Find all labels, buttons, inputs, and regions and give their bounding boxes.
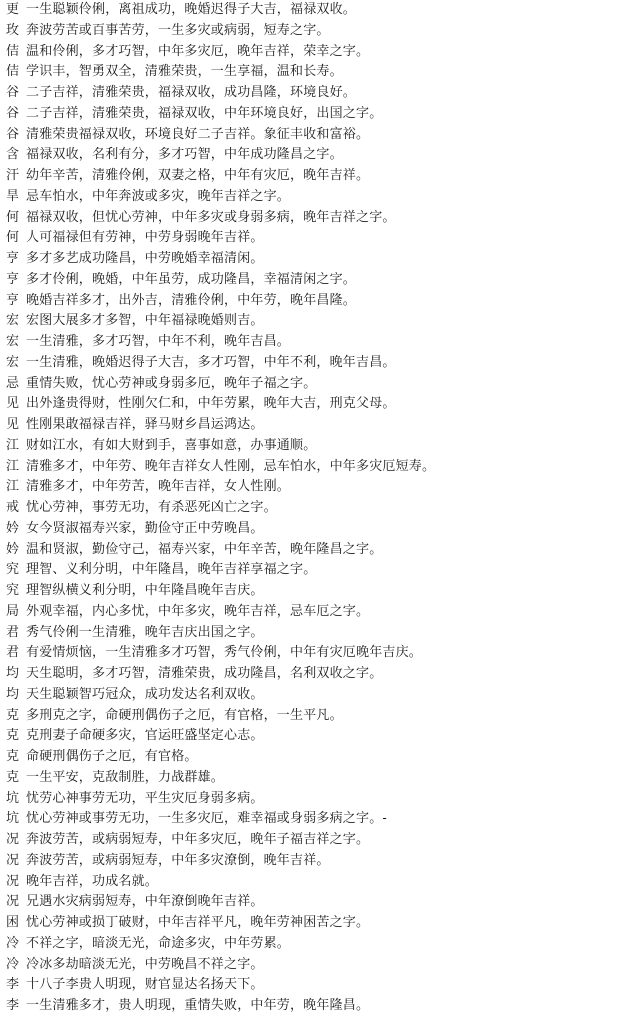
entry-description: 性刚果敢福禄吉祥，驿马财乡昌运鸿达。 <box>26 417 264 432</box>
entry-description: 有爱情烦恼，一生清雅多才巧智，秀气伶俐，中年有灾厄晚年吉庆。 <box>26 645 423 661</box>
entry-row <box>6 249 620 270</box>
entry-description: 清雅荣贵福禄双收，环境良好二子吉祥。象征丰收和富裕。 <box>26 126 370 142</box>
entry-character: 李 <box>6 998 20 1013</box>
entry-row <box>6 955 620 976</box>
entry-row <box>6 934 620 955</box>
entry-row <box>6 768 620 789</box>
entry-character: 究 <box>6 583 20 598</box>
entry-description: 二子吉祥，清雅荣贵，福禄双收，成功昌隆，环境良好。 <box>26 85 357 100</box>
entry-row <box>6 228 620 249</box>
entry-row <box>6 436 620 457</box>
entry-character: 况 <box>6 832 20 847</box>
entry-character: 君 <box>6 624 20 640</box>
entry-character: 见 <box>6 417 20 432</box>
entry-description: 出外逢贵得财，性刚欠仁和，中年劳累，晚年大吉，刑克父母。 <box>26 396 396 412</box>
entry-character: 何 <box>6 209 20 225</box>
entry-description: 一生平安，克敌制胜，力战群雄。 <box>26 769 225 785</box>
entry-row <box>6 809 620 830</box>
entry-character: 坑 <box>6 811 20 827</box>
entry-row <box>6 208 620 229</box>
entry-character: 谷 <box>6 105 20 121</box>
entry-row <box>6 104 620 125</box>
entry-description: 清雅多才，中年劳、晚年吉祥女人性刚，忌车怕水，中年多灾厄短寿。 <box>26 458 436 474</box>
entry-character: 佶 <box>6 43 20 59</box>
entry-row <box>6 726 620 747</box>
entry-row <box>6 872 620 893</box>
entry-description: 奔波劳苦，或病弱短寿，中年多灾潦倒，晚年吉祥。 <box>26 852 330 868</box>
entry-description: 兄遇水灾病弱短寿，中年潦倒晚年吉祥。 <box>26 894 264 910</box>
entry-character: 江 <box>6 479 20 495</box>
entry-description: 财如江水，有如大财到手，喜事如意，办事通顺。 <box>26 437 317 453</box>
entry-description: 一生清雅多才，贵人明现，重情失败，中年劳，晚年隆昌。 <box>26 998 370 1013</box>
entry-description: 学识丰，智勇双全，清雅荣贵，一生享福，温和长寿。 <box>26 64 343 80</box>
entry-row <box>6 270 620 291</box>
entry-row <box>6 498 620 519</box>
entry-character: 坑 <box>6 790 20 806</box>
entry-character: 旱 <box>6 188 20 204</box>
entry-character: 何 <box>6 230 20 246</box>
entry-description: 命硬刑偶伤子之厄，有官格。 <box>26 749 198 764</box>
entry-description: 清雅多才，中年劳苦，晚年吉祥，女人性刚。 <box>26 479 291 495</box>
entry-row <box>6 125 620 146</box>
entry-character: 冷 <box>6 935 20 951</box>
entry-description: 福禄双收，但忧心劳神，中年多灾或身弱多病，晚年吉祥之字。 <box>26 209 396 225</box>
entry-character: 君 <box>6 645 20 661</box>
entry-character: 含 <box>6 147 20 163</box>
entry-description: 晚年吉祥，功成名就。 <box>26 873 159 889</box>
entry-row <box>6 560 620 581</box>
entry-character: 况 <box>6 852 20 868</box>
entry-description: 忧劳心神事劳无功，平生灾厄身弱多病。 <box>26 790 264 806</box>
entry-description: 温和贤淑，勤俭守己，福寿兴家，中年辛苦，晚年隆昌之字。 <box>26 541 383 557</box>
entry-row <box>6 187 620 208</box>
entry-row <box>6 415 620 436</box>
entry-character: 佶 <box>6 64 20 80</box>
entry-row <box>6 477 620 498</box>
entry-description: 幼年辛苦，清雅伶俐，双妻之格，中年有灾厄，晚年吉祥。 <box>26 168 370 183</box>
entry-character: 亨 <box>6 271 20 287</box>
entry-description: 宏图大展多才多智，中年福禄晚婚则吉。 <box>26 313 264 329</box>
entry-description: 晚婚吉祥多才，出外吉，清雅伶俐，中年劳，晚年昌隆。 <box>26 292 357 308</box>
entry-character: 况 <box>6 873 20 889</box>
entry-description: 一生清雅，多才巧智，中年不利，晚年吉昌。 <box>26 334 291 349</box>
entry-row <box>6 996 620 1017</box>
entry-row <box>6 21 620 42</box>
entry-character: 克 <box>6 728 20 744</box>
entry-character: 更 <box>6 2 20 17</box>
entry-description: 重情失败，忧心劳神或身弱多厄，晚年子福之字。 <box>26 375 317 391</box>
entry-character: 忌 <box>6 375 20 391</box>
entry-row <box>6 623 620 644</box>
entry-row <box>6 664 620 685</box>
entry-character: 宏 <box>6 334 20 349</box>
entry-character: 妗 <box>6 520 20 536</box>
entry-description: 理智纵横义利分明，中年隆昌晚年吉庆。 <box>26 583 264 598</box>
entry-character: 亨 <box>6 251 20 266</box>
entry-description: 天生聪颖智巧冠众，成功发达名利双收。 <box>26 686 264 702</box>
entry-character: 克 <box>6 769 20 785</box>
entry-description: 忧心劳神或事劳无功，一生多灾厄，难幸福或身弱多病之字。- <box>26 811 387 827</box>
entry-description: 多才多艺成功隆昌，中劳晚婚幸福清闲。 <box>26 251 264 266</box>
entry-row <box>6 166 620 187</box>
entry-description: 人可福禄但有劳神，中劳身弱晚年吉祥。 <box>26 230 264 246</box>
entry-row <box>6 851 620 872</box>
entry-description: 十八子李贵人明现，财官显达名扬天下。 <box>26 977 264 993</box>
entry-character: 玫 <box>6 22 20 38</box>
entry-row <box>6 394 620 415</box>
entry-row <box>6 83 620 104</box>
entry-row <box>6 332 620 353</box>
entry-character: 谷 <box>6 126 20 142</box>
entry-character: 困 <box>6 915 20 930</box>
entry-character: 冷 <box>6 956 20 972</box>
entry-description: 不祥之字，暗淡无光，命途多灾，中年劳累。 <box>26 935 291 951</box>
entry-row <box>6 457 620 478</box>
entry-character: 宏 <box>6 313 20 329</box>
entry-row <box>6 913 620 934</box>
entry-row <box>6 581 620 602</box>
entry-description: 温和伶俐，多才巧智，中年多灾厄，晚年吉祥，荣幸之字。 <box>26 43 370 59</box>
entry-row <box>6 519 620 540</box>
entry-description: 奔波劳苦，或病弱短寿，中年多灾厄，晚年子福吉祥之字。 <box>26 832 370 847</box>
entry-description: 外观幸福，内心多忧，中年多灾，晚年吉祥，忌车厄之字。 <box>26 603 370 619</box>
entry-row <box>6 892 620 913</box>
entry-character: 均 <box>6 686 20 702</box>
entry-description: 奔波劳苦或百事苦劳，一生多灾或病弱，短寿之字。 <box>26 22 330 38</box>
entry-description: 冷冰多劫暗淡无光，中劳晚昌不祥之字。 <box>26 956 264 972</box>
entry-row <box>6 830 620 851</box>
entry-row <box>6 747 620 768</box>
entry-description: 天生聪明，多才巧智，清雅荣贵，成功隆昌，名利双收之字。 <box>26 666 383 681</box>
entry-description: 多刑克之字，命硬刑偶伤子之厄，有官格，一生平凡。 <box>26 707 343 723</box>
entry-description: 克刑妻子命硬多灾，官运旺盛坚定心志。 <box>26 728 264 744</box>
entry-character: 江 <box>6 437 20 453</box>
entry-character: 亨 <box>6 292 20 308</box>
entry-description: 多才伶俐，晚婚，中年虽劳，成功隆昌，幸福清闲之字。 <box>26 271 357 287</box>
entry-row <box>6 789 620 810</box>
entry-description: 二子吉祥，清雅荣贵，福禄双收，中年环境良好，出国之字。 <box>26 105 383 121</box>
entry-row <box>6 353 620 374</box>
entry-character: 克 <box>6 707 20 723</box>
entry-row <box>6 706 620 727</box>
entry-character: 妗 <box>6 541 20 557</box>
entry-description: 福禄双收，名利有分，多才巧智，中年成功隆昌之字。 <box>26 147 343 163</box>
entry-character: 宏 <box>6 354 20 370</box>
entry-row <box>6 602 620 623</box>
entry-row <box>6 975 620 996</box>
entry-character: 究 <box>6 562 20 578</box>
entry-description: 忧心劳神，事劳无功，有杀恶死凶亡之字。 <box>26 500 277 515</box>
entry-description: 一生聪颖伶俐，离祖成功，晚婚迟得子大吉，福禄双收。 <box>26 2 357 17</box>
entry-row <box>6 374 620 395</box>
entry-row <box>6 311 620 332</box>
entry-character: 李 <box>6 977 20 993</box>
entry-character: 均 <box>6 666 20 681</box>
entry-character: 克 <box>6 749 20 764</box>
entry-character: 戒 <box>6 500 20 515</box>
entry-description: 秀气伶俐一生清雅，晚年吉庆出国之字。 <box>26 624 264 640</box>
entry-character: 江 <box>6 458 20 474</box>
entry-character: 汗 <box>6 168 20 183</box>
entry-description: 女今贤淑福寿兴家，勤俭守正中劳晚昌。 <box>26 520 264 536</box>
entry-row <box>6 42 620 63</box>
entry-row <box>6 62 620 83</box>
entry-row <box>6 643 620 664</box>
entry-character: 见 <box>6 396 20 412</box>
entry-description: 一生清雅，晚婚迟得子大吉，多才巧智，中年不利，晚年吉昌。 <box>26 354 396 370</box>
entry-description: 理智、义利分明，中年隆昌，晚年吉祥享福之字。 <box>26 562 317 578</box>
entry-row <box>6 291 620 312</box>
entry-character: 谷 <box>6 85 20 100</box>
entry-character: 局 <box>6 603 20 619</box>
entry-row <box>6 540 620 561</box>
entry-character: 况 <box>6 894 20 910</box>
entry-row <box>6 145 620 166</box>
entry-row <box>6 685 620 706</box>
entry-row <box>6 0 620 21</box>
entry-description: 忌车怕水，中年奔波或多灾，晚年吉祥之字。 <box>26 188 291 204</box>
entry-description: 忧心劳神或损丁破财，中年吉祥平凡，晚年劳神困苦之字。 <box>26 915 370 930</box>
